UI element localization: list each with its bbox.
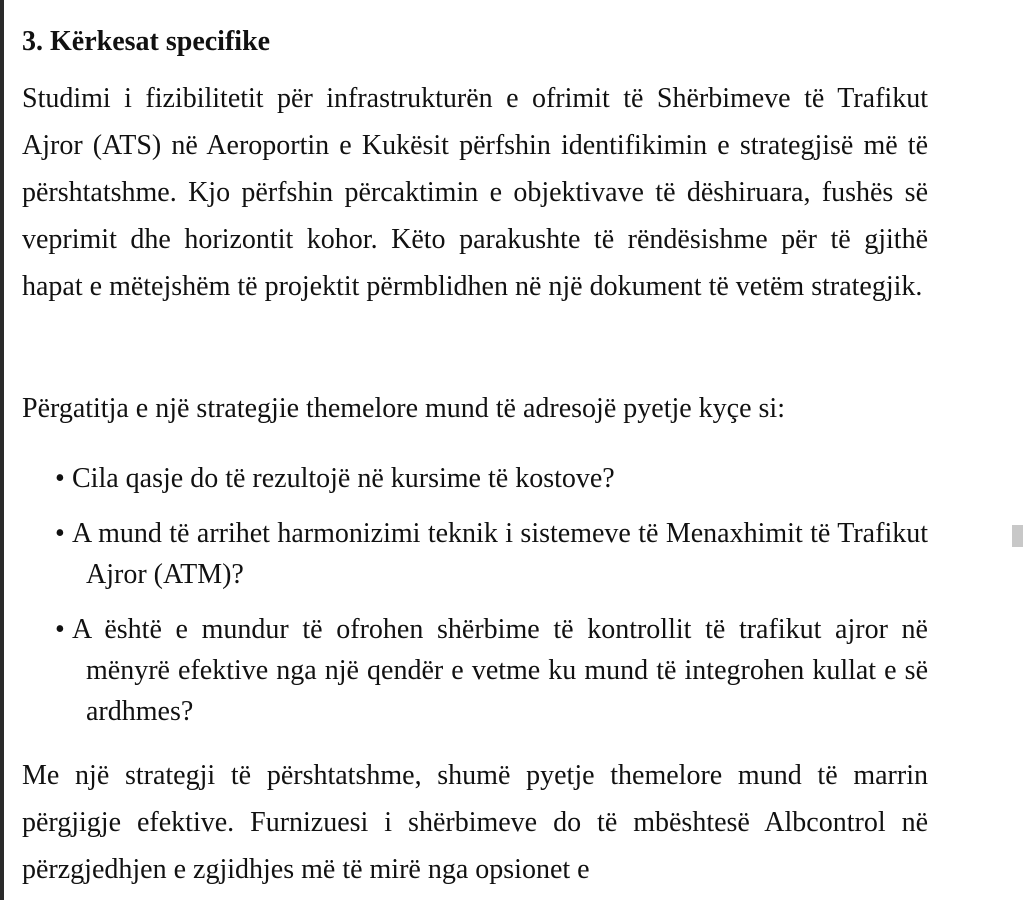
key-questions-list [22, 458, 928, 746]
left-page-edge [0, 0, 4, 900]
list-item [22, 458, 928, 499]
list-item [22, 513, 928, 595]
paragraph-intro: Studimi i fizibilitetit për infrastrukturën e ofrimit të Shërbimeve të Trafikut Ajror (ATS) në Aeroportin e Kukësit përfshin identifikimin e strategjisë më të përshtatshme. Kjo përfshin përcaktimin e objektivave të dëshiruara, fushës së veprimit dhe horizontit kohor. Këto parakushte të rëndësishme për të gjithë hapat e mëtejshëm të projektit përmblidhen në një dokument të vetëm strategjik. [22, 83, 928, 302]
paragraph-conclusion: Me një strategji të përshtatshme, shumë pyetje themelore mund të marrin përgjigje efektive. Furnizuesi i shërbimeve do të mbështesë Albcontrol në përzgjedhjen e zgjidhjes më të mirë nga opsionet e [22, 760, 928, 885]
bullet-icon: • [55, 614, 65, 645]
scrollbar-thumb[interactable] [1012, 525, 1023, 547]
section-heading: 3. Kërkesat specifike [22, 26, 271, 57]
list-item-text: Cila qasje do të rezultojë në kursime të kostove? [72, 463, 615, 494]
list-item [22, 609, 928, 732]
paragraph-questions-lead: Përgatitja e një strategjie themelore mund të adresojë pyetje kyçe si: [22, 393, 785, 424]
bullet-icon: • [55, 518, 65, 549]
list-item-text: A është e mundur të ofrohen shërbime të kontrollit të trafikut ajror në mënyrë efektive nga një qendër e vetme ku mund të integrohen kullat e së ardhmes? [72, 614, 928, 727]
list-item-text: A mund të arrihet harmonizimi teknik i sistemeve të Menaxhimit të Trafikut Ajror (ATM)? [72, 518, 928, 590]
bullet-icon: • [55, 463, 65, 494]
